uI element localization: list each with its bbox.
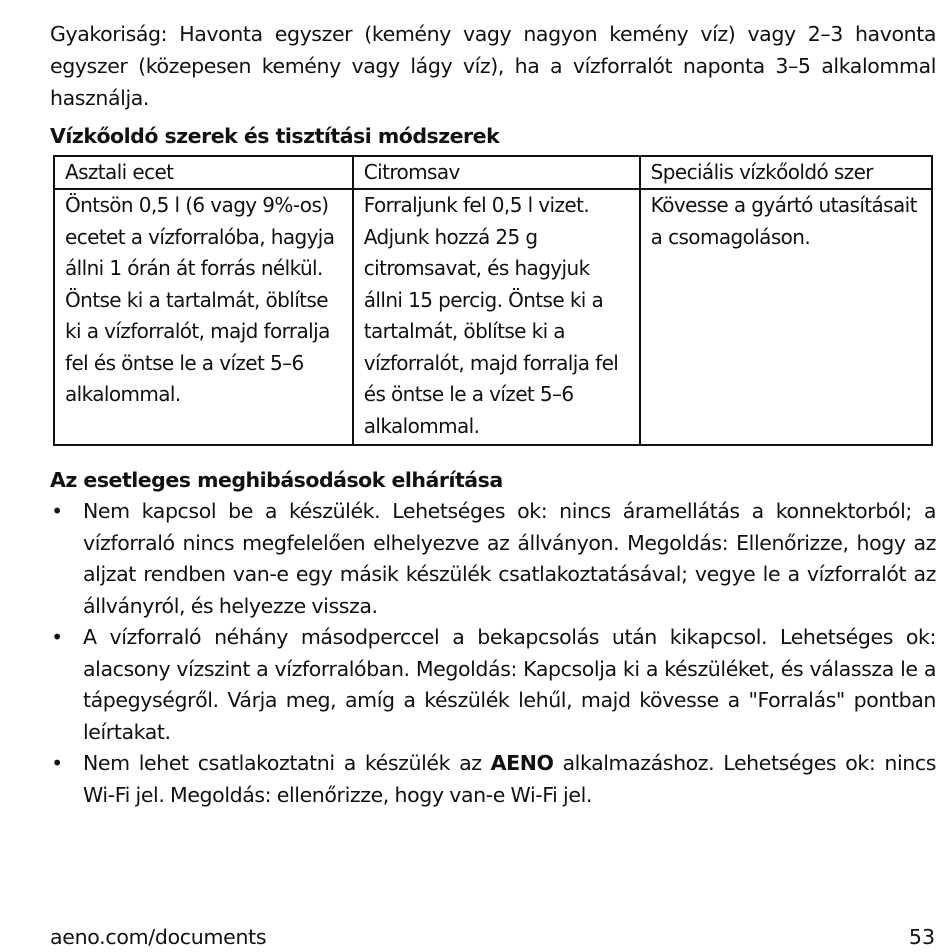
bullet-icon: • bbox=[51, 751, 63, 775]
table-header-special-descaler: Speciális vízkőoldó szer bbox=[640, 156, 932, 189]
table-header-vinegar: Asztali ecet bbox=[54, 156, 353, 189]
bullet-icon: • bbox=[51, 625, 63, 649]
table-cell-citric-acid: Forraljunk fel 0,5 l vizet. Adjunk hozzá 25 g citromsavat, és hagyjuk állni 15 percig. Öntse ki a tartalmát, öblítse ki a vízforralót, majd forralja fel és öntse le a vízet 5–6 alkalommal. bbox=[353, 189, 640, 445]
list-item-text: A vízforraló néhány másodperccel a bekapcsolás után kikapcsol. Lehetséges ok: alacsony vízszint a vízforralóban. Megoldás: Kapcsolja ki a készüléket, és válassza le a tápegységről. Várja meg, amíg a készülék lehűl, majd kövesse a "Forralás" pontban leírtakat. bbox=[83, 625, 936, 744]
bullet-icon: • bbox=[51, 499, 63, 523]
list-item-text-before: Nem lehet csatlakoztatni a készülék az bbox=[83, 751, 491, 775]
list-item bbox=[50, 496, 936, 622]
table-header-citric-acid: Citromsav bbox=[353, 156, 640, 189]
brand-name: AENO bbox=[490, 751, 554, 775]
table-cell-vinegar: Öntsön 0,5 l (6 vagy 9%-os) ecetet a vízforralóba, hagyja állni 1 órán át forrás nélkül. Öntse ki a tartalmát, öblítse ki a vízforralót, majd forralja fel és öntse le a vízet 5–6 alkalommal. bbox=[54, 189, 353, 445]
page-number: 53 bbox=[908, 925, 935, 949]
table-row bbox=[54, 189, 932, 445]
list-item bbox=[50, 748, 936, 811]
troubleshooting-list bbox=[50, 496, 936, 811]
troubleshooting-heading: Az esetleges meghibásodások elhárítása bbox=[50, 468, 503, 492]
footer-url: aeno.com/documents bbox=[50, 925, 267, 949]
list-item-text: Nem kapcsol be a készülék. Lehetséges ok: nincs áramellátás a konnektorból; a vízforraló nincs megfelelően elhelyezve az állványon. Megoldás: Ellenőrizze, hogy az aljzat rendben van-e egy másik készülék csatlakoztatásával; vegye le a vízforralót az állványról, és helyezze vissza. bbox=[83, 499, 936, 618]
list-item-text-after: alkalmazáshoz. Lehetséges ok: nincs Wi-Fi jel. Megoldás: ellenőrizze, hogy van-e Wi-Fi jel. bbox=[83, 751, 937, 807]
frequency-paragraph: Gyakoriság: Havonta egyszer (kemény vagy nagyon kemény víz) vagy 2–3 havonta egyszer (közepesen kemény vagy lágy víz), ha a vízforralót naponta 3–5 alkalommal használja. bbox=[50, 22, 936, 110]
descaling-heading: Vízkőoldó szerek és tisztítási módszerek bbox=[50, 124, 500, 148]
descaling-methods-table bbox=[53, 155, 933, 446]
table-header-row bbox=[54, 156, 932, 189]
document-page bbox=[50, 18, 936, 811]
table-cell-special-descaler: Kövesse a gyártó utasításait a csomagoláson. bbox=[640, 189, 932, 445]
list-item bbox=[50, 622, 936, 748]
